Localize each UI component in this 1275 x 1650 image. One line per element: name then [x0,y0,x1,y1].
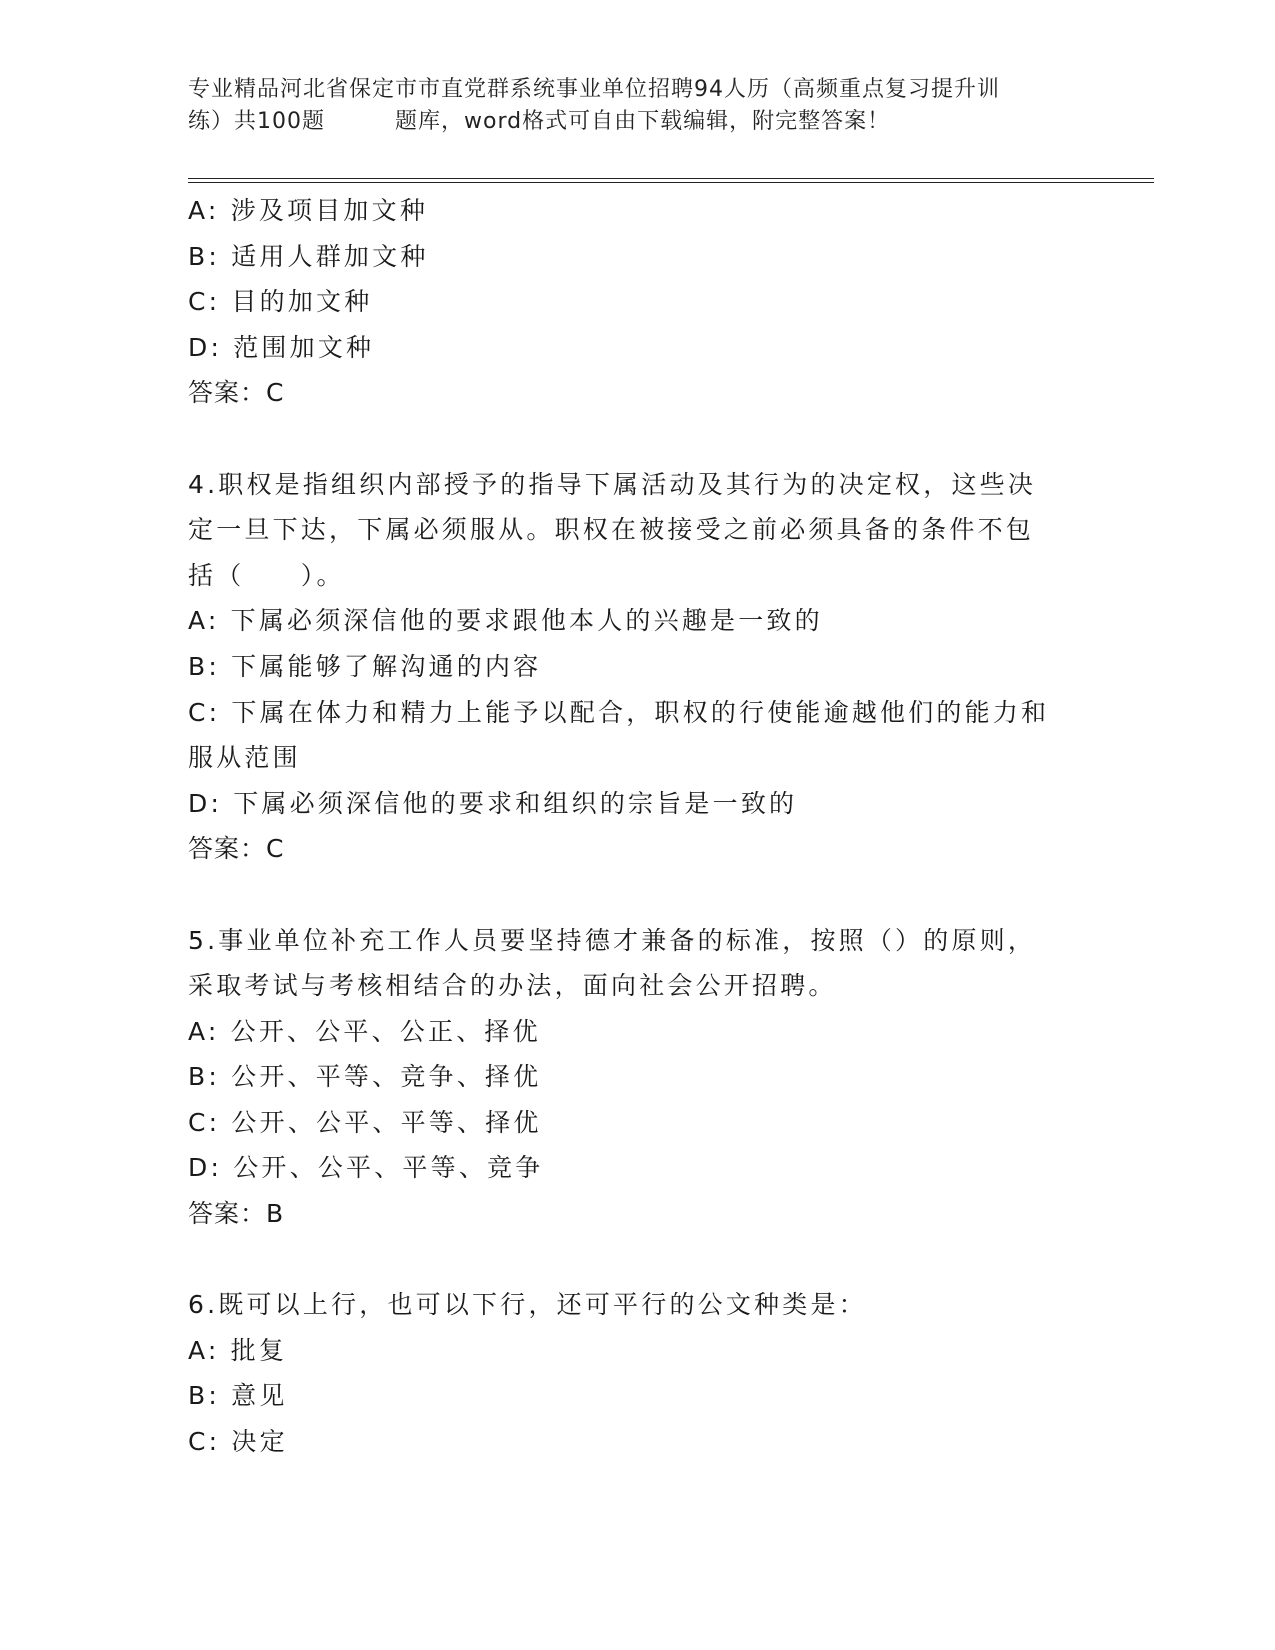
document-body [188,188,1088,1465]
header-line-2 [188,106,1088,138]
q5-stem-line-1: 5.事业单位补充工作人员要坚持德才兼备的标准，按照（）的原则， [188,925,1037,955]
spacer [188,1237,1088,1283]
question-4 [188,462,1088,872]
q6-stem-line-1: 6.既可以上行，也可以下行，还可平行的公文种类是： [188,1290,867,1320]
header-line-1: 专业精品河北省保定市市直党群系统事业单位招聘94人历（高频重点复习提升训 [188,77,1000,102]
question-3-tail [188,188,1088,416]
q3-answer: 答案：C [188,378,285,408]
q3-option-c: C: 目的加文种 [188,287,373,317]
q3-option-b: B: 适用人群加文种 [188,241,429,271]
q4-stem-line-3: 括（ ）。 [188,560,345,590]
q6-option-b: B: 意见 [188,1381,288,1411]
header-divider-bottom [188,182,1154,183]
q5-option-d: D: 公开、公平、平等、竞争 [188,1153,544,1183]
q4-option-d: D: 下属必须深信他的要求和组织的宗旨是一致的 [188,788,798,818]
q4-option-b: B: 下属能够了解沟通的内容 [188,651,542,681]
q6-option-a: A: 批复 [188,1335,288,1365]
header-divider-top [188,178,1154,179]
spacer [188,416,1088,462]
q5-stem-line-2: 采取考试与考核相结合的办法，面向社会公开招聘。 [188,971,837,1001]
q4-answer: 答案：C [188,834,285,864]
q4-stem-line-2: 定一旦下达，下属必须服从。职权在被接受之前必须具备的条件不包 [188,515,1035,545]
spacer [188,872,1088,918]
q6-option-c: C: 决定 [188,1427,288,1457]
header-line-2-left: 练）共100题 [188,109,325,134]
q5-option-b: B: 公开、平等、竞争、择优 [188,1062,542,1092]
q4-option-c: C: 下属在体力和精力上能予以配合，职权的行使能逾越他们的能力和 [188,697,1050,727]
q4-option-a: A: 下属必须深信他的要求跟他本人的兴趣是一致的 [188,606,823,636]
q5-option-c: C: 公开、公平、平等、择优 [188,1107,542,1137]
q5-answer: 答案：B [188,1199,285,1229]
q4-option-c-continued: 服从范围 [188,743,301,773]
header-line-2-right: 题库，word格式可自由下载编辑，附完整答案！ [395,109,891,134]
document-header [188,74,1088,138]
question-5 [188,918,1088,1237]
question-6 [188,1282,1088,1464]
q3-option-a: A: 涉及项目加文种 [188,196,429,225]
q3-option-d: D: 范围加文种 [188,332,375,362]
q5-option-a: A: 公开、公平、公正、择优 [188,1016,541,1046]
q4-stem-line-1: 4.职权是指组织内部授予的指导下属活动及其行为的决定权，这些决 [188,469,1037,499]
